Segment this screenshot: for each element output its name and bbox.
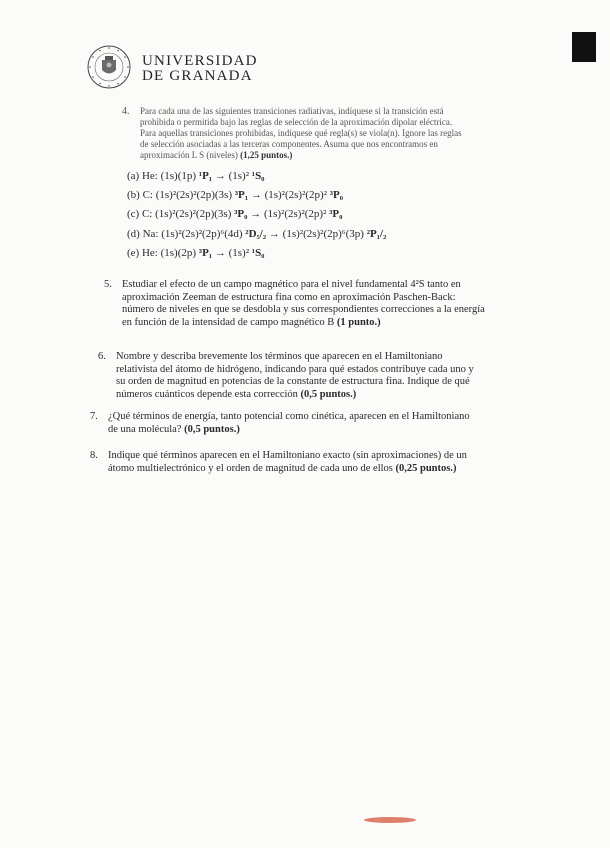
scan-red-mark <box>364 817 416 823</box>
transition-term-to: ³P₀ <box>329 189 344 201</box>
arrow-icon: → <box>214 170 226 182</box>
transition-label: (c) C: <box>127 208 153 220</box>
question-4-line5 <box>140 150 520 161</box>
question-5-number: 5. <box>104 279 112 290</box>
question-8-line2 <box>108 463 548 476</box>
transition-config-to: (1s)² <box>228 247 250 259</box>
question-5-line1: Estudiar el efecto de un campo magnético para el nivel fundamental 4²S tanto en <box>122 279 461 290</box>
arrow-icon: → <box>214 247 226 259</box>
question-7-line1: ¿Qué términos de energía, tanto potencial como cinética, aparecen en el Hamiltoniano <box>108 411 470 422</box>
transition-label: (a) He: <box>127 170 158 182</box>
transition-a <box>127 170 264 182</box>
transition-term-to: ¹S₀ <box>251 247 265 259</box>
question-6-line4-text: números cuánticos depende esta corrección <box>116 388 298 400</box>
question-5-line4-text: en función de la intensidad de campo magnético B <box>122 316 335 328</box>
transition-term-to: ³P₀ <box>329 208 343 220</box>
arrow-icon: → <box>250 208 262 220</box>
question-4 <box>122 106 520 161</box>
question-6-number: 6. <box>98 351 106 362</box>
transition-b <box>127 189 343 201</box>
university-name-line1: UNIVERSIDAD <box>142 53 258 69</box>
transition-label: (b) C: <box>127 189 153 201</box>
transition-config-to: (1s)² <box>228 170 250 182</box>
question-7 <box>90 411 548 436</box>
question-8 <box>90 450 548 475</box>
arrow-icon: → <box>268 228 280 240</box>
question-5-line3: número de niveles en que se desdobla y sus correspondientes correcciones a la energía <box>122 304 485 315</box>
question-4-line2: prohibida o permitida bajo las reglas de selección de la aproximación dipolar eléctrica. <box>140 117 453 127</box>
transition-config: (1s)²(2s)²(2p)⁶(4d) <box>161 228 243 240</box>
question-5-points: (1 punto.) <box>336 316 381 328</box>
transition-label: (d) Na: <box>127 228 159 240</box>
question-5 <box>104 279 542 329</box>
university-name-line2: DE GRANADA <box>142 68 253 84</box>
question-5-line2: aproximación Zeeman de estructura fina como en aproximación Paschen-Back: <box>122 291 456 303</box>
question-7-line2-text: de una molécula? <box>108 423 182 435</box>
question-4-line4: de selección asociadas a las terceras componentes. Asuma que nos encontramos en <box>140 139 438 149</box>
transition-term-from: ³P₁ <box>198 247 213 259</box>
question-8-line1: Indique qué términos aparecen en el Hamiltoniano exacto (sin aproximaciones) de un <box>108 450 467 461</box>
question-4-number: 4. <box>122 106 130 117</box>
scan-corner-mark <box>572 32 596 62</box>
question-6-line1: Nombre y describa brevemente los términos que aparecen en el Hamiltoniano <box>116 351 443 362</box>
question-6-line2: relativista del átomo de hidrógeno, indicando para qué estados contribuye cada uno y <box>116 363 474 375</box>
arrow-icon: → <box>250 189 262 201</box>
transition-config: (1s)(2p) <box>160 247 197 259</box>
transition-c <box>127 208 342 220</box>
transition-config-to: (1s)²(2s)²(2p)² <box>263 208 327 220</box>
question-6 <box>98 351 546 401</box>
question-5-line4 <box>122 317 542 330</box>
question-8-points: (0,25 puntos.) <box>395 462 457 474</box>
transition-config-to: (1s)²(2s)²(2p)² <box>264 189 327 201</box>
transition-term-from: ²D₅/₂ <box>245 228 267 240</box>
question-6-line4 <box>116 389 546 402</box>
question-8-number: 8. <box>90 450 98 461</box>
transition-e <box>127 247 264 259</box>
transition-label: (e) He: <box>127 247 158 259</box>
question-7-line2 <box>108 424 548 437</box>
question-6-points: (0,5 puntos.) <box>300 388 357 400</box>
transition-config: (1s)²(2s)²(2p)(3s) <box>155 189 232 201</box>
university-seal-icon <box>86 44 132 90</box>
transition-d <box>127 228 386 240</box>
question-4-line1: Para cada una de las siguientes transiciones radiativas, indíquese si la transición está <box>140 106 444 116</box>
transition-config: (1s)²(2s)²(2p)(3s) <box>155 208 232 220</box>
transition-term-to: ¹S₀ <box>251 170 265 182</box>
transition-term-from: ³P₀ <box>234 208 248 220</box>
transition-config-to: (1s)²(2s)²(2p)⁶(3p) <box>282 228 364 240</box>
transition-term-to: ²P₁/₂ <box>366 228 387 240</box>
university-name <box>142 54 258 84</box>
question-8-line2-text: átomo multielectrónico y el orden de magnitud de cada uno de ellos <box>108 462 393 474</box>
transition-term-from: ³P₁ <box>234 189 249 201</box>
question-7-points: (0,5 puntos.) <box>184 423 240 435</box>
question-4-line5-text: aproximación L S (niveles) <box>140 150 238 160</box>
question-4-line3: Para aquellas transiciones prohibidas, indíquese qué regla(s) se viola(n). Ignore las reglas <box>140 128 462 138</box>
transition-term-from: ¹P₁ <box>198 170 213 182</box>
question-7-number: 7. <box>90 411 98 422</box>
question-6-line3: su orden de magnitud en potencias de la constante de estructura fina. Indique de qué <box>116 376 470 387</box>
transition-config: (1s)(1p) <box>160 170 197 182</box>
question-4-points: (1,25 puntos.) <box>240 150 293 160</box>
